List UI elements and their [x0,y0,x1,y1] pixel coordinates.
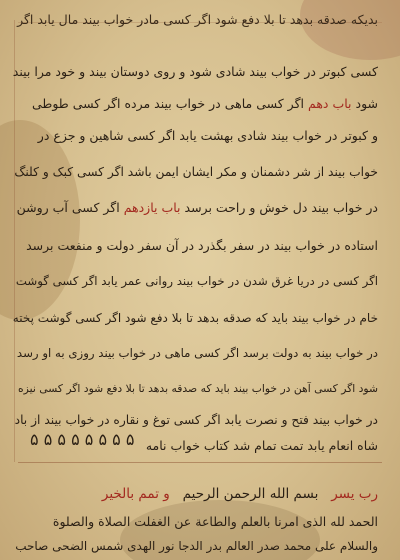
rubric-heading: باب دهم [308,96,352,111]
text-line [13,312,378,324]
text-segment: والسلام علی محمد صدر العالم بدر الدجا نور الهدی شمس الضحی صاحب [15,539,378,553]
text-line [15,540,378,552]
ruled-line [18,462,382,463]
text-segment: کسی کبوتر در خواب بیند شادی شود و روی دوستان بیند و خود مرا بیند [12,64,378,79]
text-segment: شود [355,96,378,111]
rubric-heading: باب یازدهم [123,200,181,215]
text-line-content: بدیکه صدقه بدهد تا بلا دفع شود اگر کسی مادر خواب بیند مال یابد اگر [17,12,378,27]
text-segment: خام در خواب بیند باید که صدقه بدهد تا بلا دفع شود اگر کسی گوشت پخته [12,311,378,325]
text-segment: الحمد لله الذی امرنا بالعلم والطاعة عن الغفلت الصلاة والصلوة [52,514,378,529]
rubric-heading: رب یسر [331,486,378,502]
text-line [17,202,378,215]
paper-stain [300,0,400,60]
text-segment: در خواب بیند فتح و نصرت یابد اگر کسی توغ و نقاره در خواب بیند از باد [14,413,378,427]
text-line [14,166,378,178]
text-segment: اگر کسی آب روشن [16,200,120,215]
text-line [53,516,378,529]
text-segment: شاه انعام یابد تمت تمام شد کتاب خواب نامه [145,438,378,453]
paper-stain [0,120,80,320]
text-segment: در خواب بیند به دولت برسد اگر کسی ماهی در خواب بیند روزی به او رسد [16,346,378,360]
rubric-heading: و تمم بالخیر [101,486,170,502]
text-line [26,240,378,253]
text-line [15,414,378,426]
text-line [17,348,378,360]
text-line [18,384,378,395]
text-line [38,130,378,143]
text-segment: خواب بیند از شر دشمنان و مکر ایشان ایمن باشد اگر کسی کبک و کلنگ [14,165,378,179]
text-segment: و کبوتر در خواب بیند شادی بهشت یابد اگر کسی شاهین و جزع در [37,128,378,143]
text-line [146,440,378,453]
text-line [17,14,378,27]
text-line [13,66,378,79]
margin-rule [14,20,15,462]
basmala-text: بسم الله الرحمن الرحیم [182,486,319,502]
basmala-line [102,488,378,502]
numeral-row [30,430,134,449]
text-segment: شود اگر کسی آهن در خواب بیند باید که صدقه بدهد تا بلا دفع شود اگر کسی نیزه [18,382,378,395]
text-line [16,276,378,288]
text-line [32,98,378,111]
text-segment: اگر کسی ماهی در خواب بیند مرده اگر کسی طوطی [31,96,305,111]
numeral-text: ۵ ۵ ۵ ۵ ۵ ۵ ۵ ۵ [30,430,135,449]
text-segment: در خواب بیند دل خوش و راحت برسد [184,200,378,215]
text-segment: استاده در خواب بیند در سفر بگذرد در آن سفر دولت و منفعت برسد [26,238,378,253]
text-segment: اگر کسی در دریا غرق شدن در خواب بیند روانی عمر یابد اگر کسی گوشت [15,274,378,288]
